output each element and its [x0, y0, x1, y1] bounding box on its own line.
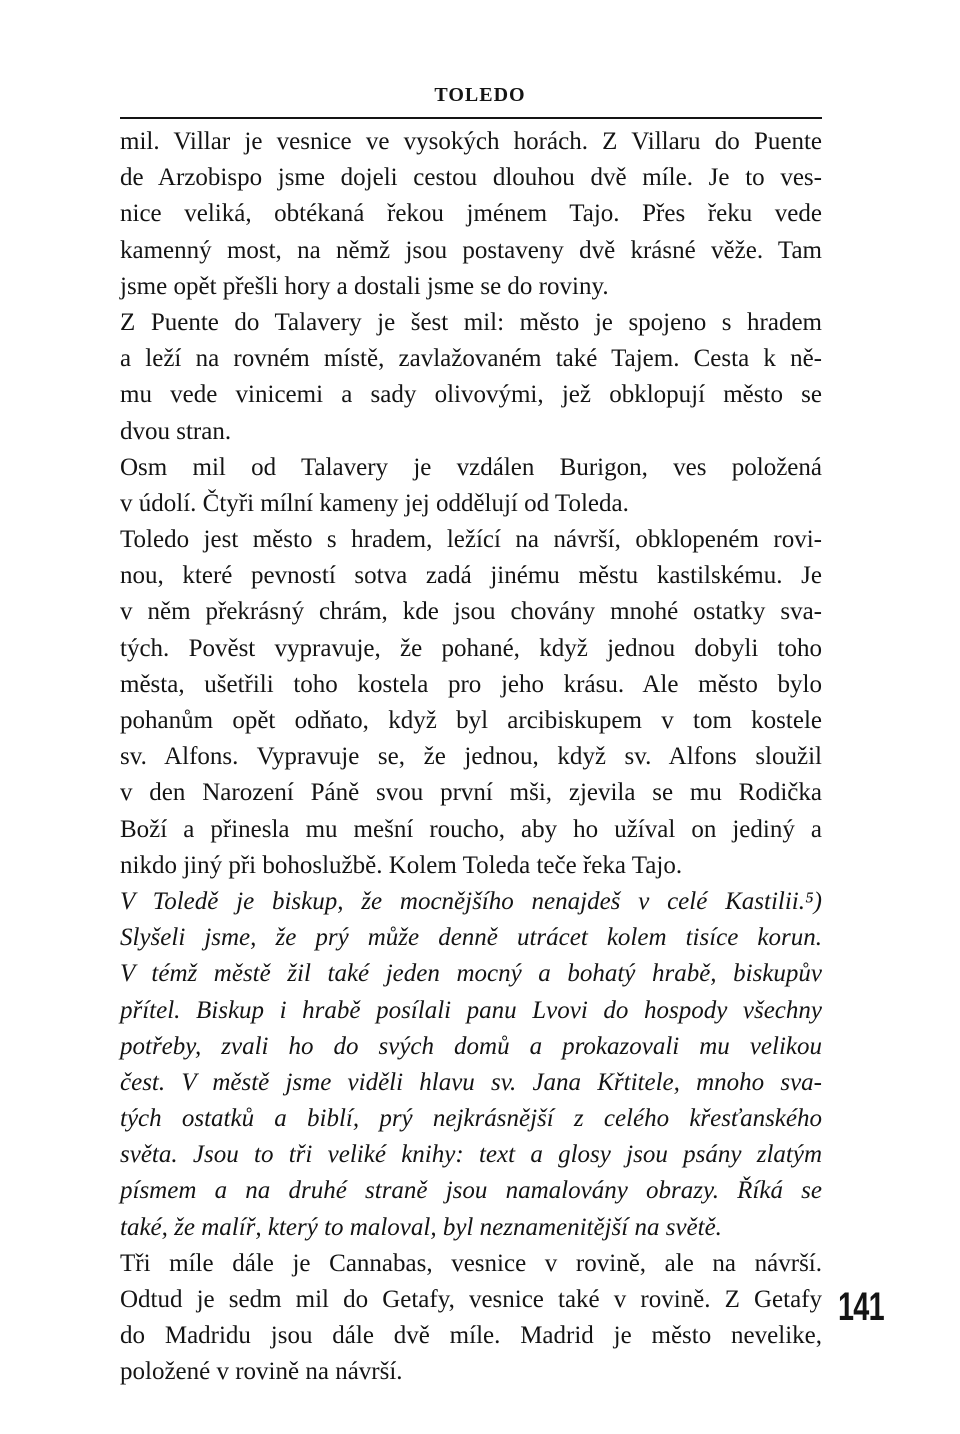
text-line: sv. Alfons. Vypravuje se, že jednou, když sv. Alfons sloužil — [120, 743, 822, 771]
text-line: a leží na rovném místě, zavlažovaném také Tajem. Cesta k ně- — [120, 345, 822, 373]
text-line: Odtud je sedm mil do Getafy, vesnice také v rovině. Z Getafy — [120, 1286, 822, 1313]
text-line: mil. Villar je vesnice ve vysokých horách. Z Villaru do Puente — [120, 128, 822, 155]
text-line: města, ušetřili toho kostela pro jeho krásu. Ale město bylo — [120, 670, 822, 698]
text-line: tých. Pověst vypravuje, že pohané, když jednou dobyli toho — [120, 634, 822, 662]
text-line: čest. V městě jsme viděli hlavu sv. Jana Křtitele, mnoho sva- — [120, 1068, 822, 1096]
text-line: de Arzobispo jsme dojeli cestou dlouhou dvě míle. Je to ves- — [120, 164, 822, 192]
text-line: nice veliká, obtékaná řekou jménem Tajo. Přes řeku vede — [120, 200, 822, 228]
text-line: světa. Jsou to tři veliké knihy: text a glosy jsou psány zlatým — [120, 1141, 822, 1169]
text-line: mu vede vinicemi a sady olivovými, jež obklopují město se — [120, 381, 822, 409]
header-rule — [120, 117, 822, 119]
text-line: položené v rovině na návrší. — [120, 1358, 403, 1386]
text-line: v něm překrásný chrám, kde jsou chovány mnohé ostatky sva- — [120, 598, 822, 626]
text-line: Osm mil od Talavery je vzdálen Burigon, ves položená — [120, 453, 822, 481]
text-line: do Madridu jsou dále dvě míle. Madrid je město nevelike, — [120, 1322, 822, 1350]
text-line: V témž městě žil také jeden mocný a bohatý hrabě, biskupův — [120, 960, 822, 988]
text-line: Slyšeli jsme, že prý může denně utrácet kolem tisíce korun. — [120, 924, 822, 952]
page-number: 141 — [838, 1285, 884, 1329]
text-line: písmem a na druhé straně jsou namalovány obrazy. Říká se — [120, 1177, 822, 1205]
text-line: v den Narození Páně svou první mši, zjevila se mu Rodička — [120, 779, 822, 807]
text-line: Toledo jest město s hradem, ležící na návrší, obklopeném rovi- — [120, 526, 822, 554]
body-text — [120, 124, 822, 1391]
text-line: kamenný most, na němž jsou postaveny dvě krásné věže. Tam — [120, 236, 822, 264]
text-line: nou, které pevností sotva zadá jinému městu kastilskému. Je — [120, 562, 822, 590]
text-line: dvou stran. — [120, 417, 232, 445]
text-line: Z Puente do Talavery je šest mil: město je spojeno s hradem — [120, 308, 822, 336]
running-head-title: TOLEDO — [434, 84, 526, 106]
text-line: pohanům opět odňato, když byl arcibiskupem v tom kostele — [120, 707, 822, 734]
text-line: tých ostatků a biblí, prý nejkrásnější z celého křesťanského — [120, 1105, 822, 1133]
text-line: jsme opět přešli hory a dostali jsme se do roviny. — [120, 272, 609, 300]
text-line: V Toledě je biskup, že mocnějšího nenajdeš v celé Kastilii.⁵) — [120, 887, 822, 915]
text-line: nikdo jiný při bohoslužbě. Kolem Toleda teče řeka Tajo. — [120, 851, 683, 879]
text-line: potřeby, zvali ho do svých domů a prokazovali mu velikou — [120, 1032, 822, 1060]
text-line: také, že malíř, který to maloval, byl neznamenitější na světě. — [120, 1213, 722, 1241]
text-line: Tři míle dále je Cannabas, vesnice v rovině, ale na návrší. — [120, 1249, 822, 1277]
text-line: Boží a přinesla mu mešní roucho, aby ho užíval on jediný a — [120, 815, 822, 843]
text-line: v údolí. Čtyři mílní kameny jej oddělují od Toleda. — [120, 489, 629, 517]
text-line: přítel. Biskup i hrabě posílali panu Lvovi do hospody všechny — [120, 996, 822, 1024]
